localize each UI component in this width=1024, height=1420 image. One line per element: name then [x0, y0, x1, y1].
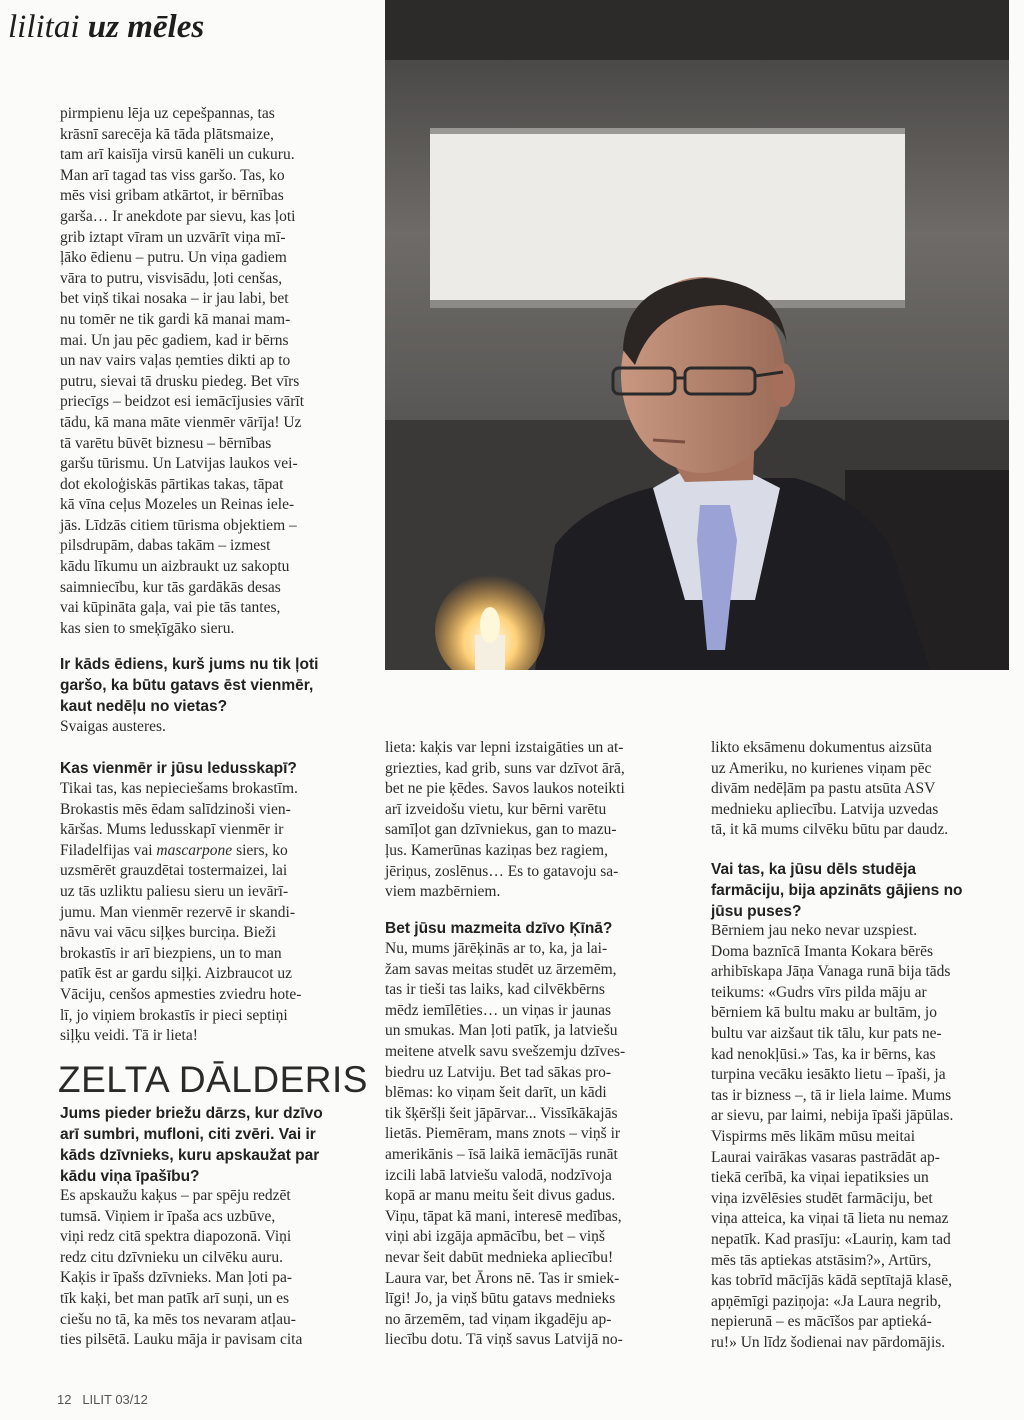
a5-line: tiekā cerībā, ka viņai iepatiksies un	[711, 1169, 929, 1187]
a2-line: Filadelfijas vai mascarpone siers, ko	[60, 841, 288, 859]
q5-line: farmāciju, bija apzināts gājiens no	[711, 882, 963, 899]
col1-intro-line: grib iztapt vīram un uzvārīt viņa mī-	[60, 228, 286, 246]
a5-line: arhibīskapa Jāņa Vanaga runā bija tāds	[711, 963, 951, 981]
a4-line: žam savas meitas studēt uz ārzemēm,	[385, 960, 617, 978]
question-son-pharmacy	[711, 859, 963, 922]
a4-line: Nu, mums jārēķinās ar to, ka, ja lai-	[385, 940, 608, 957]
a2-line: kāršas. Mums ledusskapī vienmēr ir	[60, 821, 284, 839]
a5-line: kad nenokļūsi.» Tas, ka ir bērns, kas	[711, 1045, 936, 1063]
a4-line: izcili labā latviešu valodā, nodzīvoja	[385, 1166, 612, 1184]
q2-line: Kas vienmēr ir jūsu ledusskapī?	[60, 760, 297, 777]
a5-line: bērniem kā bultu maku ar bultām, jo	[711, 1004, 937, 1022]
col1-intro-line: pirmpienu lēja uz cepešpannas, tas	[60, 105, 275, 122]
column-2-continuation	[385, 738, 625, 903]
a3-line: Kaķis ir īpašs dzīvnieks. Man ļoti pa-	[60, 1269, 293, 1287]
q5-line: Vai tas, ka jūsu dēls studēja	[711, 861, 917, 878]
col2-cont-line: lieta: kaķis var lepni izstaigāties un at-	[385, 739, 624, 756]
a4-line: mēdz iemīlēties… un viņas ir jaunas	[385, 1001, 611, 1019]
answer-animals	[60, 1186, 302, 1351]
col2-cont-line: bet ne pie ķēdes. Savos laukos noteikti	[385, 780, 625, 798]
a2-line: patīk ēst ar gardu siļķi. Aizbraucot uz	[60, 965, 293, 983]
col1-intro-line: mai. Un jau pēc gadiem, kad ir bērns	[60, 331, 289, 349]
col1-intro-line: tam arī kaisīja virsū kanēli un cukuru.	[60, 146, 295, 164]
a3-line: ciešu no tā, ka mēs tos nevaram atļau-	[60, 1310, 296, 1328]
a5-line: viņa izvēlēsies studēt farmāciju, bet	[711, 1189, 933, 1207]
subheading-zelta-dalderis: ZELTA DĀLDERIS	[58, 1059, 368, 1100]
col1-intro-line: pilsdrupām, dabas takām – izmest	[60, 537, 271, 555]
q1-line: Ir kāds ēdiens, kurš jums nu tik ļoti	[60, 656, 319, 673]
col1-intro-line: un nav vairs vaļas ņemties dikti ap to	[60, 352, 291, 370]
a5-line: Bērniem jau neko nevar uzspiest.	[711, 922, 918, 939]
a5-line: Laurai vairākas vasaras pastrādāt ap-	[711, 1148, 940, 1166]
a3-line: tumsā. Viņiem ir īpaša acs uzbūve,	[60, 1207, 276, 1225]
col1-intro-line: jās. Līdzās citiem tūrisma objektiem –	[60, 516, 297, 534]
a5-line: tas ir bizness –, tā ir liela laime. Mums	[711, 1086, 952, 1104]
a5-line: viņa atteica, ka viņai tā lieta nu nemaz	[711, 1210, 949, 1228]
section-title-lilitai: lilitai	[8, 9, 80, 45]
a4-line: amerikānis – īsā laikā iemācījās runāt	[385, 1145, 618, 1163]
a2-line: Brokastis mēs ēdam salīdzinoši vien-	[60, 800, 291, 818]
col1-intro-line: nu tomēr ne tik gardi kā manai mam-	[60, 310, 291, 328]
q3-line: kāds dzīvnieks, kuru apskaužat par	[60, 1147, 320, 1164]
a4-line: nevar šeit dabūt mednieka apliecību!	[385, 1248, 614, 1266]
column-3-continuation	[711, 738, 948, 841]
col1-intro-line: ļāko ēdienu – putru. Un viņa gadiem	[60, 249, 287, 267]
portrait-illustration	[385, 0, 1009, 670]
a2-line: uz tās uzliktu paliesu sieru un ievārī-	[60, 882, 289, 900]
section-title-uz-meles: uz mēles	[87, 9, 205, 45]
question-fridge	[60, 758, 297, 779]
a4-line: biedru uz Latviju. Bet tad sākas pro-	[385, 1063, 611, 1081]
a5-line: nepierunā – es mācīšos par aptieká-	[711, 1313, 932, 1331]
column-1-intro	[60, 104, 304, 639]
a3-line: viņi redz citā spektra diapozonā. Viņi	[60, 1228, 292, 1246]
page-number: 12	[57, 1392, 72, 1407]
a2-line: brokastīs ir arī biezpiens, un to man	[60, 944, 282, 962]
a5-line: kas tobrīd mācījās kādā septītajā klasē,	[711, 1272, 953, 1290]
col1-intro-line: Man arī tagad tas viss garšo. Tas, ko	[60, 166, 285, 184]
q1-line: kaut nedēļu no vietas?	[60, 698, 228, 715]
col3-cont-line: likto eksāmenu dokumentus aizsūta	[711, 739, 932, 756]
col1-intro-line: bet viņš tikai nosaka – ir jau labi, bet	[60, 290, 289, 308]
a5-line: ru!» Un līdz šodienai nav pārdomājis.	[711, 1333, 946, 1351]
a4-line: viņi abi izgāja apmācību, bet – viņš	[385, 1228, 605, 1246]
col1-intro-line: tādu, kā mana māte vienmēr vārīja! Uz	[60, 413, 302, 431]
col1-intro-line: krāsnī sarecēja kā tāda plātsmaize,	[60, 125, 274, 143]
col1-intro-line: saimniecību, kur tās gardākās desas	[60, 578, 281, 596]
q4-line: Bet jūsu mazmeita dzīvo Ķīnā?	[385, 920, 613, 937]
col2-cont-line: ļus. Kamerūnas kaziņas bez ragiem,	[385, 841, 608, 859]
issue-label: LILIT 03/12	[82, 1392, 148, 1407]
a4-line: meitene atvelk savu svešzemju dzīves-	[385, 1042, 626, 1060]
col1-intro-line: garšu tūrismu. Un Latvijas laukos vei-	[60, 455, 298, 473]
page-footer	[57, 1392, 148, 1407]
a3-line: ties pilsētā. Lauku māja ir pavisam cita	[60, 1331, 303, 1349]
question-favorite-dish	[60, 654, 318, 717]
a5-line: Doma baznīcā Imanta Kokara bērēs	[711, 942, 934, 960]
col1-intro-line: vai kūpināta gaļa, vai pie tās tantes,	[60, 599, 281, 617]
col3-cont-line: tā, it kā mums cilvēku būtu par daudz.	[711, 821, 949, 839]
a4-line: blēmas: ko viņam šeit darīt, un kādi	[385, 1084, 607, 1102]
a2-line: siļķu veidi. Tā ir lieta!	[60, 1027, 198, 1045]
a4-line: tik šķēršļi šeit jāpārvar... Vissīkākajās	[385, 1104, 618, 1122]
col1-intro-line: tā varētu būvēt biznesu – bērnības	[60, 434, 272, 452]
a4-line: Laura var, bet Ārons nē. Tas ir smiek-	[385, 1269, 620, 1287]
col1-intro-line: vāra to putru, visvisādu, ļoti cenšas,	[60, 269, 283, 287]
a5-line: teikums: «Gudrs vīrs pilda māju ar	[711, 983, 927, 1001]
a4-line: no ārzemēm, tad viņam ikgadēju ap-	[385, 1310, 612, 1328]
a2-line: jumu. Man vienmēr rezervē ir skandi-	[60, 903, 295, 921]
a5-line: ar sievu, par laimi, nebija īpaši jāpūlas.	[711, 1107, 954, 1125]
col1-intro-line: mēs visi gribam atkārtot, ir bērnības	[60, 187, 284, 205]
q5-line: jūsu puses?	[711, 903, 802, 920]
a4-line: līgi! Jo, ja viņš būtu gatavs mednieks	[385, 1290, 616, 1308]
col2-cont-line: griezties, kad grib, suns var dzīvot ārā,	[385, 759, 625, 777]
a5-line: turpina vecāku iesākto lietu – īpaši, ja	[711, 1066, 946, 1084]
a4-line: kopā ar manu meitu šeit divus gadus.	[385, 1187, 616, 1205]
col2-cont-line: viem mazbērniem.	[385, 883, 501, 901]
col1-intro-line: dot ekoloģiskās pārtikas takas, tāpat	[60, 475, 284, 493]
a5-line: mēs tās aptiekas atstāsim?», Artūrs,	[711, 1251, 932, 1269]
a2-line: lī, jo viņiem brokastīs ir pieci septiņi	[60, 1006, 288, 1024]
a5-line: bultu var aizšaut tik tālu, kur pats ne-	[711, 1024, 942, 1042]
question-granddaughter	[385, 918, 612, 939]
col2-cont-line: arī izveidošu vietu, kur bērni varētu	[385, 800, 607, 818]
col3-cont-line: divām nedēļām pa pastu atsūta ASV	[711, 780, 936, 798]
a3-line: redz citu dzīvnieku un cilvēku auru.	[60, 1248, 283, 1266]
a2-line: Tikai tas, kas nepieciešams brokastīm.	[60, 780, 298, 797]
q3-line: Jums pieder briežu dārzs, kur dzīvo	[60, 1105, 323, 1122]
a5-line: nepatīk. Kad prasīju: «Lauriņ, kam tad	[711, 1230, 951, 1248]
a4-line: liecību dotu. Tā viņš savus Latvijā no-	[385, 1331, 623, 1349]
answer-son-pharmacy	[711, 921, 953, 1353]
col1-intro-line: kā vīna ceļus Mozeles un Reinas iele-	[60, 496, 295, 514]
portrait-photo	[385, 0, 1009, 670]
a2-line: Vāciju, cenšos apmesties zviedru hote-	[60, 985, 302, 1003]
a2-line: uzsmērēt grauzdētai tostermaizei, lai	[60, 862, 288, 880]
col1-intro-line: putru, sievai tā drusku piedeg. Bet vīrs	[60, 372, 300, 390]
italic-word: mascarpone	[156, 841, 233, 859]
q1-line: garšo, ka būtu gatavs ēst vienmēr,	[60, 677, 314, 694]
a5-line: apņēmīgi paziņoja: «Ja Laura negrib,	[711, 1292, 942, 1310]
q3-line: kādu viņa īpašību?	[60, 1168, 200, 1185]
a4-line: tas ir tieši tas laiks, kad cilvēkbērns	[385, 981, 605, 999]
question-animals	[60, 1103, 323, 1187]
col1-intro-line: kas sien to smeķīgāko sieru.	[60, 619, 235, 637]
answer-granddaughter	[385, 939, 625, 1351]
answer-fridge	[60, 779, 301, 1047]
section-title	[8, 8, 204, 46]
a4-line: Viņu, tāpat kā mani, interesē medības,	[385, 1207, 622, 1225]
col3-cont-line: uz Ameriku, no kurienes viņam pēc	[711, 759, 932, 777]
col2-cont-line: jēriņus, zoslēnus… Es to gatavoju sa-	[385, 862, 619, 880]
a5-line: Vispirms mēs likām mūsu meitai	[711, 1127, 915, 1145]
col1-intro-line: garša… Ir anekdote par sievu, kas ļoti	[60, 207, 296, 225]
a3-line: tīk kaķi, bet man patīk arī suņi, un es	[60, 1289, 290, 1307]
a4-line: lietās. Piemēram, mans znots – viņš ir	[385, 1125, 621, 1143]
a1-line: Svaigas austeres.	[60, 718, 166, 735]
a3-line: Es apskaužu kaķus – par spēju redzēt	[60, 1187, 291, 1204]
answer-favorite-dish	[60, 717, 166, 738]
col1-intro-line: kādu līkumu un aizbraukt uz sakoptu	[60, 558, 290, 576]
col2-cont-line: samīļot gan dzīvniekus, gan to mazu-	[385, 821, 617, 839]
a2-line: nāvu vai vācu siļķes burciņa. Bieži	[60, 924, 277, 942]
col1-intro-line: priecīgs – beidzot esi iemācījusies vārīt	[60, 393, 305, 411]
q3-line: arī sumbri, mufloni, citi zvēri. Vai ir	[60, 1126, 316, 1143]
col3-cont-line: mednieku apliecību. Latvija uzvedas	[711, 800, 939, 818]
a4-line: un smukas. Man ļoti patīk, ja latviešu	[385, 1022, 618, 1040]
